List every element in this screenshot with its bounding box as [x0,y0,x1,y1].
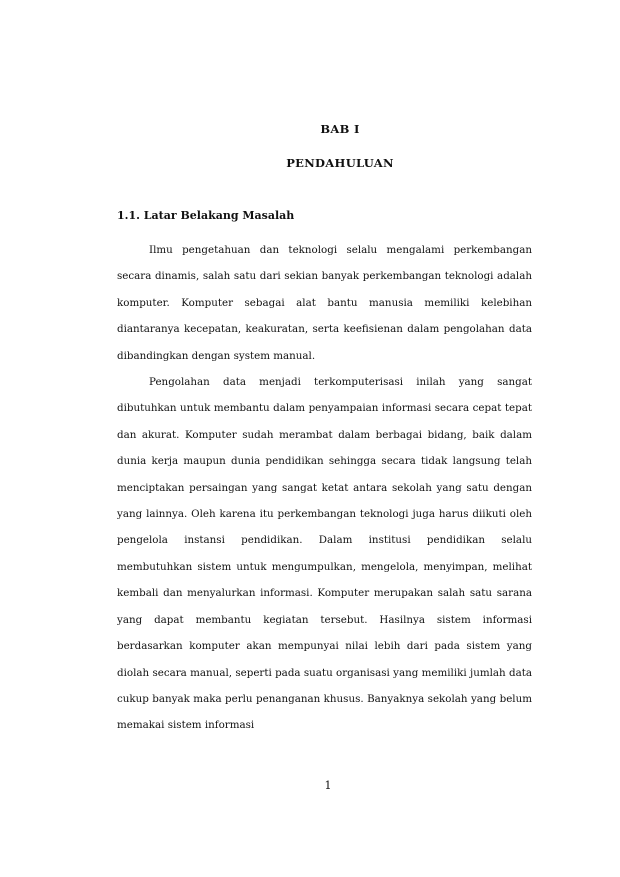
section-heading: 1.1. Latar Belakang Masalah [117,209,295,222]
page-number: 1 [324,779,332,792]
chapter-number: BAB I [320,122,360,136]
paragraph-1: Ilmu pengetahuan dan teknologi selalu mengalami perkembangan secara dinamis, salah satu dari sekian banyak perkembangan teknologi adalah komputer. Komputer sebagai alat bantu manusia memiliki kelebihan diantaranya kecepatan, keakuratan, serta keefisienan dalam pengolahan data dibandingkan dengan system manual. [117,244,532,362]
body-text [117,237,532,739]
paragraph-2: Pengolahan data menjadi terkomputerisasi inilah yang sangat dibutuhkan untuk membantu dalam penyampaian informasi secara cepat tepat dan akurat. Komputer sudah merambat dalam berbagai bidang, baik dalam dunia kerja maupun dunia pendidikan sehingga secara tidak langsung telah menciptakan persaingan yang sangat ketat antara sekolah yang satu dengan yang lainnya. Oleh karena itu perkembangan teknologi juga harus diikuti oleh pengelola instansi pendidikan. Dalam institusi pendidikan selalu membutuhkan sistem untuk mengumpulkan, mengelola, menyimpan, melihat kembali dan menyalurkan informasi. Komputer merupakan salah satu sarana yang dapat membantu kegiatan tersebut. Hasilnya sistem informasi berdasarkan komputer akan mempunyai nilai lebih dari pada sistem yang diolah secara manual, seperti pada suatu organisasi yang memiliki jumlah data cukup banyak maka perlu penanganan khusus. Banyaknya sekolah yang belum memakai sistem informasi [117,376,532,732]
chapter-title: PENDAHULUAN [286,156,394,170]
